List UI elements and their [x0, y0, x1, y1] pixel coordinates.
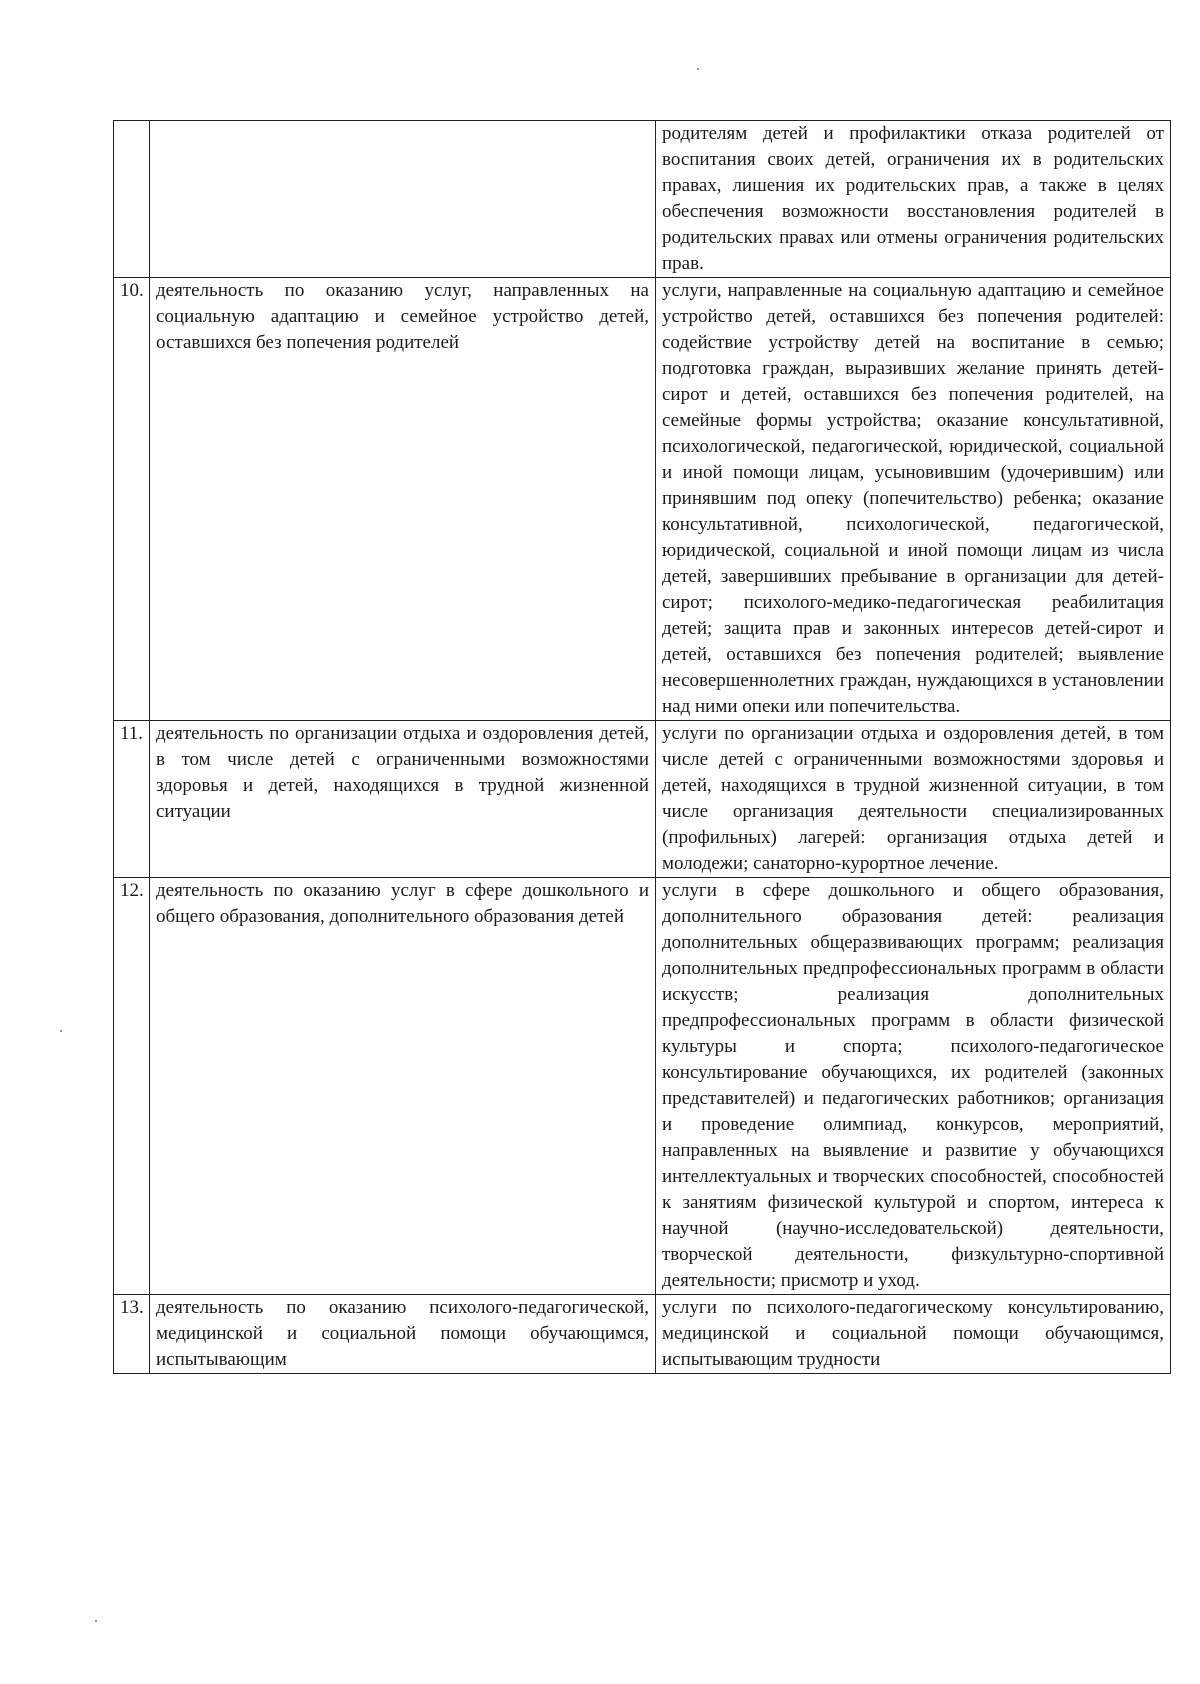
activity-cell: деятельность по оказанию психолого-педагогической, медицинской и социальной помощи обучающимся, испытывающим [150, 1295, 656, 1374]
services-table [113, 120, 1171, 1374]
table-row [114, 278, 1171, 721]
row-number [114, 121, 150, 278]
table-row [114, 1295, 1171, 1374]
row-number: 10. [114, 278, 150, 721]
scan-speck [60, 1030, 62, 1032]
table-row [114, 121, 1171, 278]
services-cell: услуги по организации отдыха и оздоровления детей, в том числе детей с ограниченными возможностями здоровья и детей, находящихся в трудной жизненной ситуации, в том числе организация деятельности специализированных (профильных) лагерей: организация отдыха детей и молодежи; санаторно-курортное лечение. [656, 721, 1171, 878]
scan-speck [697, 68, 699, 70]
table-row [114, 721, 1171, 878]
table-row [114, 878, 1171, 1295]
activity-cell: деятельность по оказанию услуг в сфере дошкольного и общего образования, дополнительного образования детей [150, 878, 656, 1295]
services-cell: услуги по психолого-педагогическому консультированию, медицинской и социальной помощи обучающимся, испытывающим трудности [656, 1295, 1171, 1374]
services-cell: родителям детей и профилактики отказа родителей от воспитания своих детей, ограничения их в родительских правах, лишения их родительских прав, а также в целях обеспечения возможности восстановления родителей в родительских правах или отмены ограничения родительских прав. [656, 121, 1171, 278]
row-number: 12. [114, 878, 150, 1295]
services-cell: услуги, направленные на социальную адаптацию и семейное устройство детей, оставшихся без попечения родителей: содействие устройству детей на воспитание в семью; подготовка граждан, выразивших желание принять детей-сирот и детей, оставшихся без попечения родителей, на семейные формы устройства; оказание консультативной, психологической, педагогической, юридической, социальной и иной помощи лицам, усыновившим (удочерившим) или принявшим под опеку (попечительство) ребенка; оказание консультативной, психологической, педагогической, юридической, социальной и иной помощи лицам из числа детей, завершивших пребывание в организации для детей-сирот; психолого-медико-педагогическая реабилитация детей; защита прав и законных интересов детей-сирот и детей, оставшихся без попечения родителей; выявление несовершеннолетних граждан, нуждающихся в установлении над ними опеки или попечительства. [656, 278, 1171, 721]
activity-cell: деятельность по оказанию услуг, направленных на социальную адаптацию и семейное устройство детей, оставшихся без попечения родителей [150, 278, 656, 721]
services-cell: услуги в сфере дошкольного и общего образования, дополнительного образования детей: реализация дополнительных общеразвивающих программ; реализация дополнительных предпрофессиональных программ в области искусств; реализация дополнительных предпрофессиональных программ в области физической культуры и спорта; психолого-педагогическое консультирование обучающихся, их родителей (законных представителей) и педагогических работников; организация и проведение олимпиад, конкурсов, мероприятий, направленных на выявление и развитие у обучающихся интеллектуальных и творческих способностей, способностей к занятиям физической культурой и спортом, интереса к научной (научно-исследовательской) деятельности, творческой деятельности, физкультурно-спортивной деятельности; присмотр и уход. [656, 878, 1171, 1295]
row-number: 13. [114, 1295, 150, 1374]
activity-cell: деятельность по организации отдыха и оздоровления детей, в том числе детей с ограниченными возможностями здоровья и детей, находящихся в трудной жизненной ситуации [150, 721, 656, 878]
row-number: 11. [114, 721, 150, 878]
scan-speck [95, 1620, 97, 1622]
activity-cell [150, 121, 656, 278]
